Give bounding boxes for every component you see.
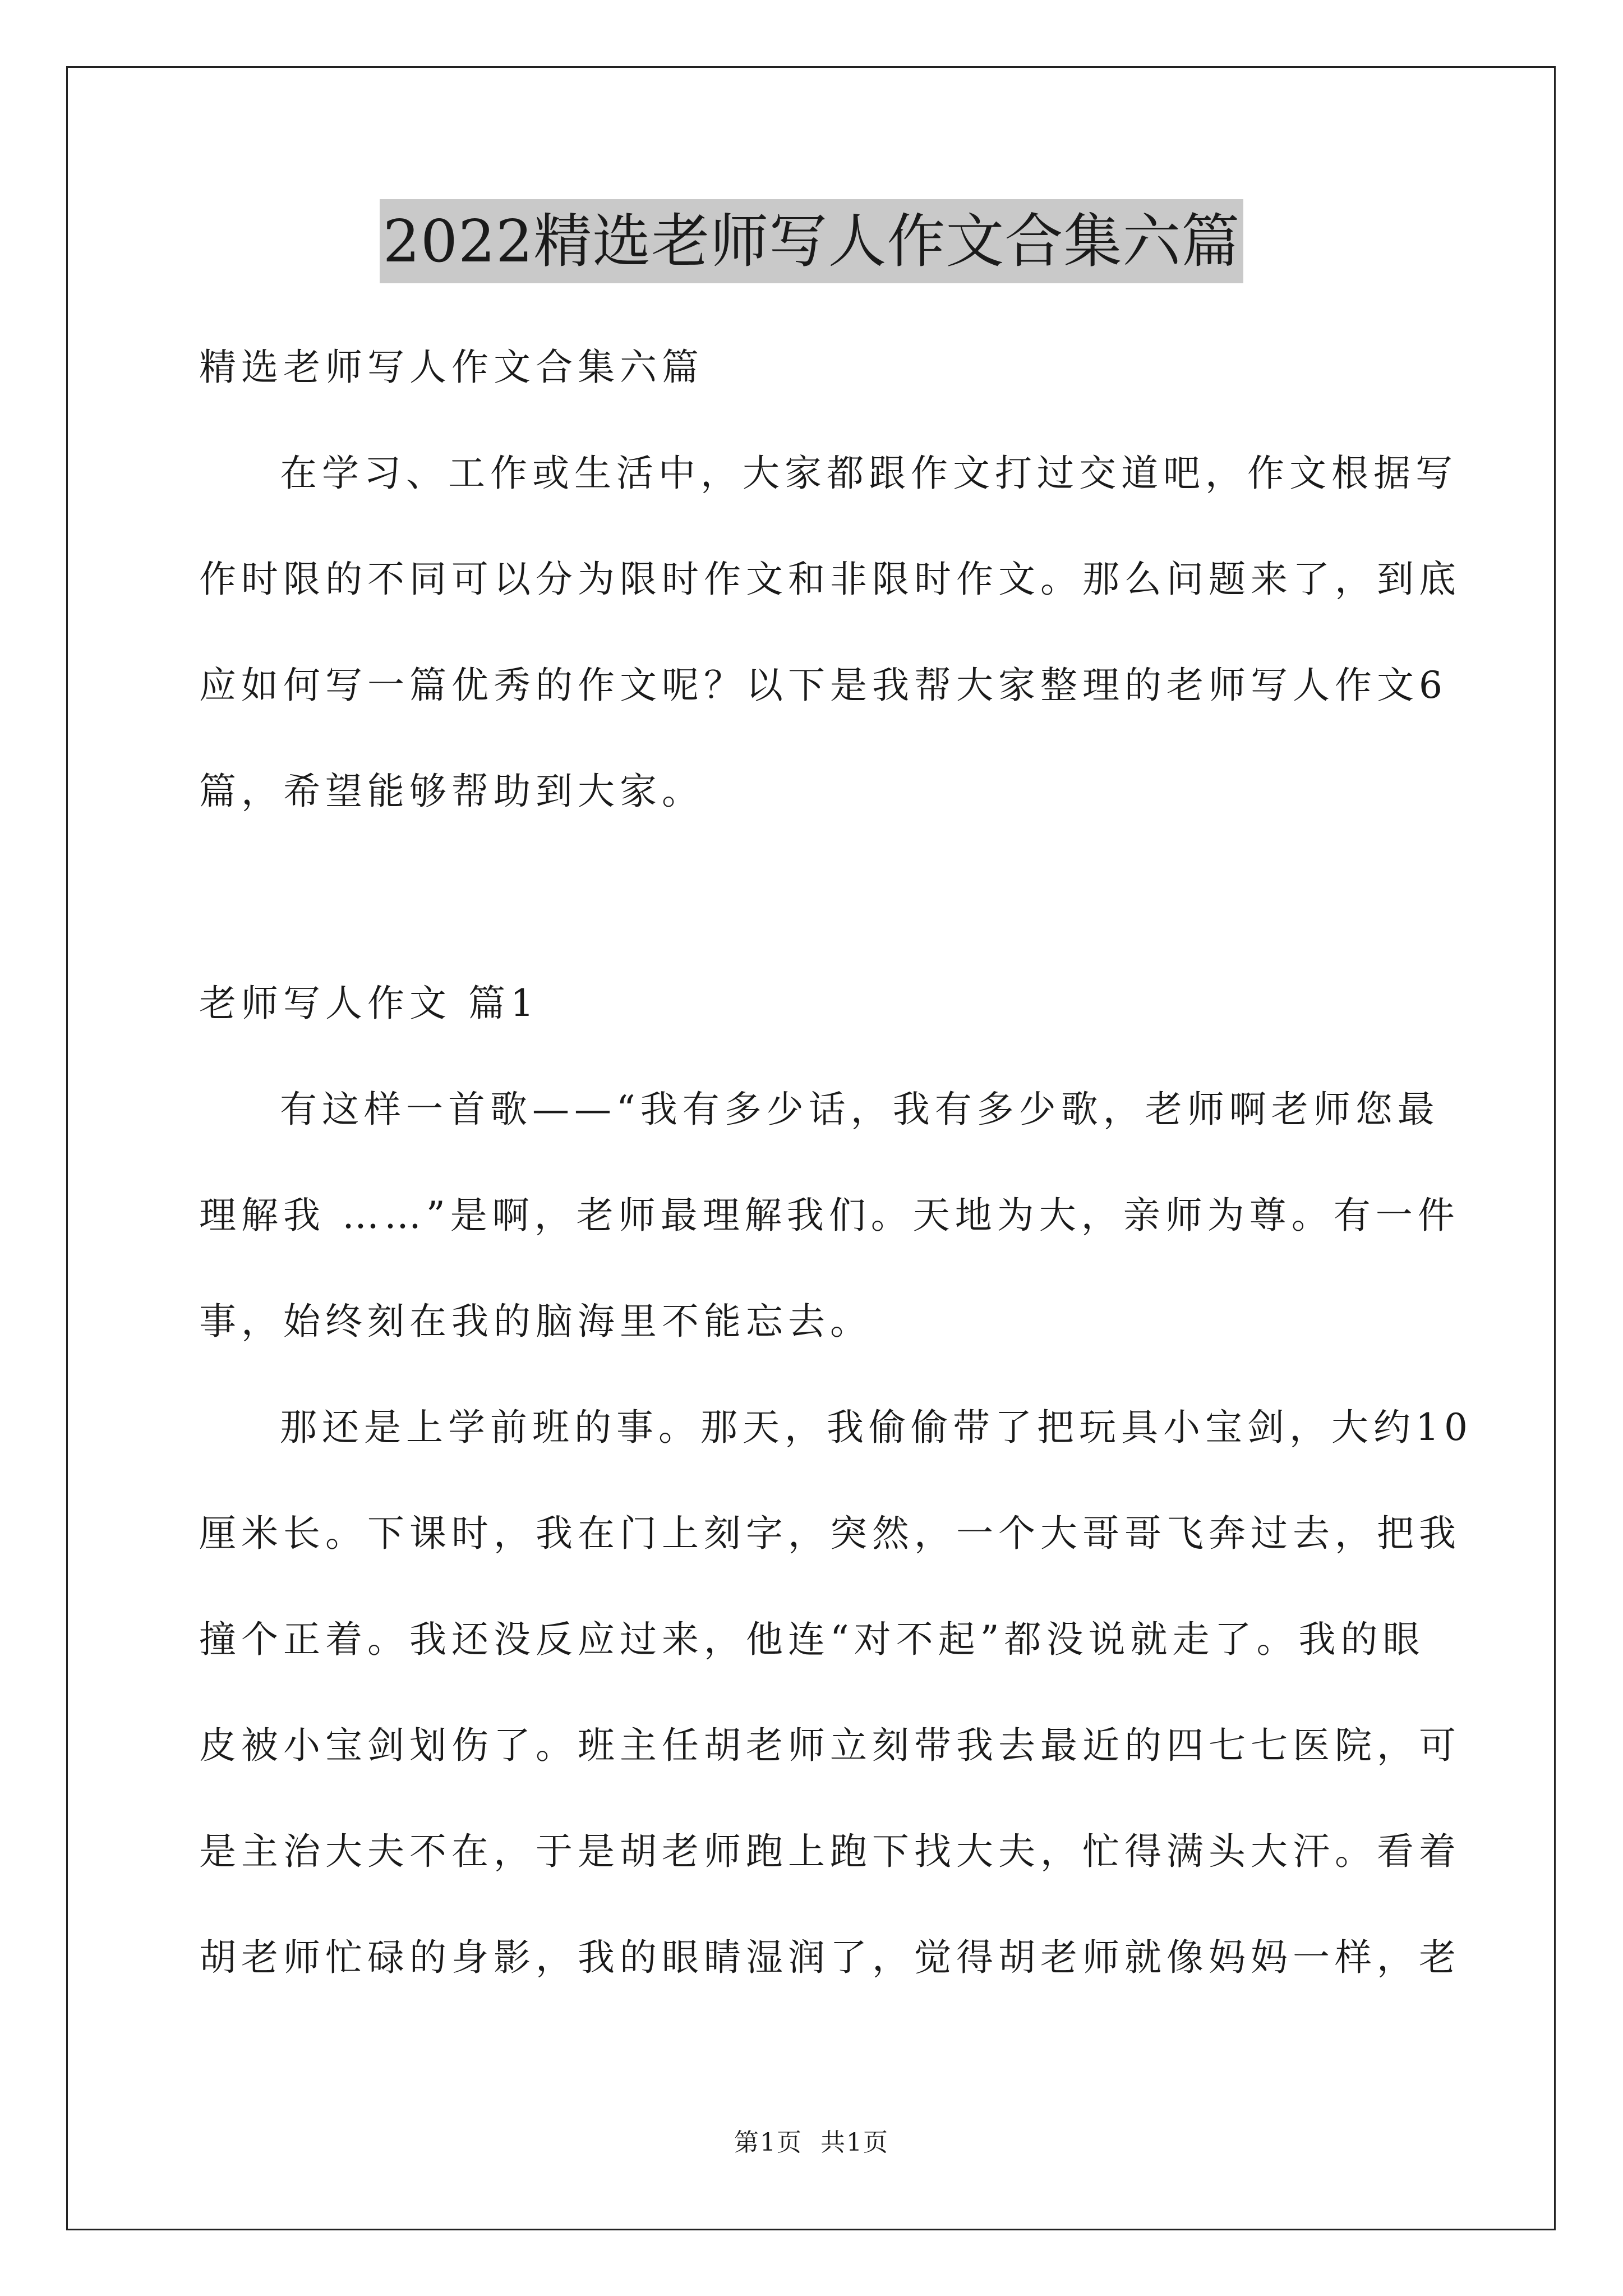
paragraph-1-line: 有这样一首歌——“我有多少话，我有多少歌，老师啊老师您最 (280, 1088, 1440, 1131)
blank-line (199, 844, 1424, 950)
intro-line: 在学习、工作或生活中，大家都跟作文打过交道吧，作文根据写 (280, 452, 1458, 495)
page-number-current: 第1页 (734, 2128, 803, 2157)
intro-line: 应如何写一篇优秀的作文呢？以下是我帮大家整理的老师写人作文6 (199, 664, 1447, 707)
paragraph-2-line: 那还是上学前班的事。那天，我偷偷带了把玩具小宝剑，大约10 (280, 1406, 1473, 1449)
page-footer (0, 2126, 1623, 2160)
paragraph-1-line: 事，始终刻在我的脑海里不能忘去。 (199, 1300, 872, 1343)
paragraph-2-line: 是主治大夫不在，于是胡老师跑上跑下找大夫，忙得满头大汗。看着 (199, 1830, 1461, 1873)
document-subtitle: 精选老师写人作文合集六篇 (199, 346, 704, 389)
intro-line: 作时限的不同可以分为限时作文和非限时作文。那么问题来了，到底 (199, 558, 1461, 601)
section-heading: 老师写人作文 篇1 (199, 982, 539, 1025)
paragraph-2-line: 胡老师忙碌的身影，我的眼睛湿润了，觉得胡老师就像妈妈一样，老 (199, 1936, 1461, 1979)
paragraph-2-line: 厘米长。下课时，我在门上刻字，突然，一个大哥哥飞奔过去，把我 (199, 1512, 1461, 1555)
title-container (0, 199, 1623, 283)
document-body (199, 314, 1473, 2010)
page-number-total: 共1页 (820, 2128, 889, 2157)
document-title: 2022精选老师写人作文合集六篇 (380, 199, 1244, 283)
paragraph-2-line: 皮被小宝剑划伤了。班主任胡老师立刻带我去最近的四七七医院，可 (199, 1724, 1461, 1767)
paragraph-1-line: 理解我 ……”是啊，老师最理解我们。天地为大，亲师为尊。有一件 (199, 1194, 1460, 1237)
paragraph-2-line: 撞个正着。我还没反应过来，他连“对不起”都没说就走了。我的眼 (199, 1618, 1425, 1661)
intro-line: 篇，希望能够帮助到大家。 (199, 770, 704, 813)
